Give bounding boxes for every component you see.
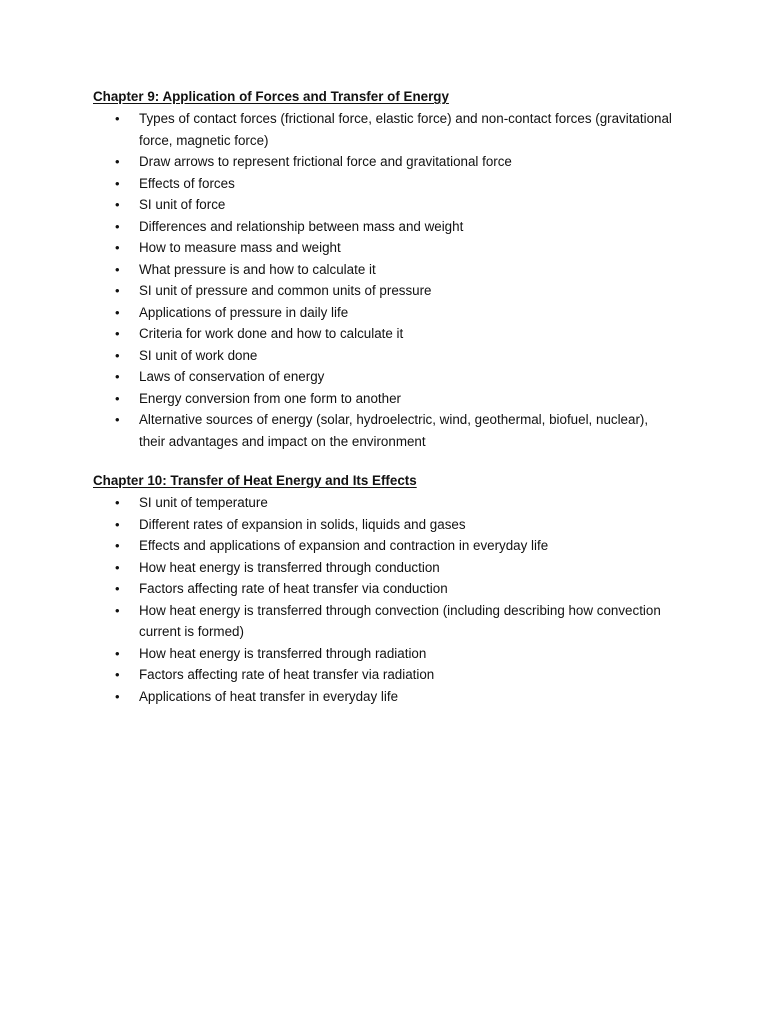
chapter-9-topic-list — [93, 108, 673, 452]
list-item-text: SI unit of pressure and common units of pressure — [139, 283, 432, 298]
list-item — [115, 259, 673, 281]
bullet-icon: • — [115, 390, 120, 406]
list-item-text: How to measure mass and weight — [139, 240, 341, 255]
list-item — [115, 409, 673, 452]
bullet-icon: • — [115, 667, 120, 682]
list-item-text: Types of contact forces (frictional force, elastic force) and non-contact forces (gravitational force, magnetic force) — [139, 111, 672, 148]
bullet-icon: • — [115, 688, 120, 704]
list-item-text: SI unit of force — [139, 197, 226, 212]
list-item — [115, 280, 673, 302]
list-item-text: Effects and applications of expansion and contraction in everyday life — [139, 538, 549, 553]
bullet-icon: • — [115, 645, 120, 661]
list-item — [115, 578, 673, 600]
list-item-text: How heat energy is transferred through convection (including describing how convection current is formed) — [139, 602, 661, 639]
bullet-icon: • — [115, 283, 120, 298]
bullet-icon: • — [115, 197, 120, 212]
list-item-text: Factors affecting rate of heat transfer via radiation — [139, 667, 435, 682]
list-item-text: How heat energy is transferred through radiation — [139, 645, 427, 661]
bullet-icon: • — [115, 218, 120, 234]
list-item-text: How heat energy is transferred through conduction — [139, 559, 440, 575]
list-item — [115, 173, 673, 195]
list-item-text: Different rates of expansion in solids, liquids and gases — [139, 516, 466, 532]
chapter-9-section — [93, 87, 673, 452]
list-item — [115, 366, 673, 388]
list-item-text: Applications of heat transfer in everyday life — [139, 688, 399, 704]
list-item — [115, 194, 673, 216]
bullet-icon: • — [115, 538, 120, 553]
list-item-text: What pressure is and how to calculate it — [139, 261, 376, 277]
list-item — [115, 216, 673, 238]
chapter-10-topic-list — [93, 492, 673, 707]
list-item — [115, 664, 673, 686]
list-item — [115, 302, 673, 324]
list-item-text: Draw arrows to represent frictional force and gravitational force — [139, 154, 512, 169]
list-item-text: Factors affecting rate of heat transfer via conduction — [139, 581, 448, 596]
chapter-10-heading: Chapter 10: Transfer of Heat Energy and Its Effects — [93, 473, 417, 488]
bullet-icon: • — [115, 602, 120, 618]
bullet-icon: • — [115, 261, 120, 277]
list-item-text: Effects of forces — [139, 175, 235, 191]
bullet-icon: • — [115, 240, 120, 255]
list-item-text: Energy conversion from one form to another — [139, 390, 401, 406]
list-item — [115, 323, 673, 345]
list-item — [115, 237, 673, 259]
list-item — [115, 600, 673, 643]
bullet-icon: • — [115, 495, 120, 510]
list-item-text: Applications of pressure in daily life — [139, 304, 349, 320]
list-item-text: Alternative sources of energy (solar, hydroelectric, wind, geothermal, biofuel, nuclear), their advantages and impact on the environment — [139, 412, 649, 449]
list-item — [115, 108, 673, 151]
list-item — [115, 514, 673, 536]
bullet-icon: • — [115, 175, 120, 191]
bullet-icon: • — [115, 581, 120, 596]
list-item — [115, 643, 673, 665]
list-item-text: SI unit of work done — [139, 347, 258, 363]
bullet-icon: • — [115, 111, 120, 126]
list-item-text: Criteria for work done and how to calculate it — [139, 326, 404, 341]
list-item — [115, 492, 673, 514]
list-item — [115, 345, 673, 367]
list-item — [115, 151, 673, 173]
bullet-icon: • — [115, 559, 120, 575]
bullet-icon: • — [115, 326, 120, 341]
bullet-icon: • — [115, 369, 120, 384]
list-item-text: SI unit of temperature — [139, 495, 268, 510]
bullet-icon: • — [115, 347, 120, 363]
chapter-9-heading: Chapter 9: Application of Forces and Transfer of Energy — [93, 89, 449, 104]
chapter-10-section — [93, 471, 673, 707]
list-item — [115, 686, 673, 708]
bullet-icon: • — [115, 304, 120, 320]
bullet-icon: • — [115, 516, 120, 532]
bullet-icon: • — [115, 412, 120, 427]
list-item-text: Laws of conservation of energy — [139, 369, 325, 384]
list-item — [115, 535, 673, 557]
list-item-text: Differences and relationship between mass and weight — [139, 218, 464, 234]
list-item — [115, 388, 673, 410]
list-item — [115, 557, 673, 579]
bullet-icon: • — [115, 154, 120, 169]
